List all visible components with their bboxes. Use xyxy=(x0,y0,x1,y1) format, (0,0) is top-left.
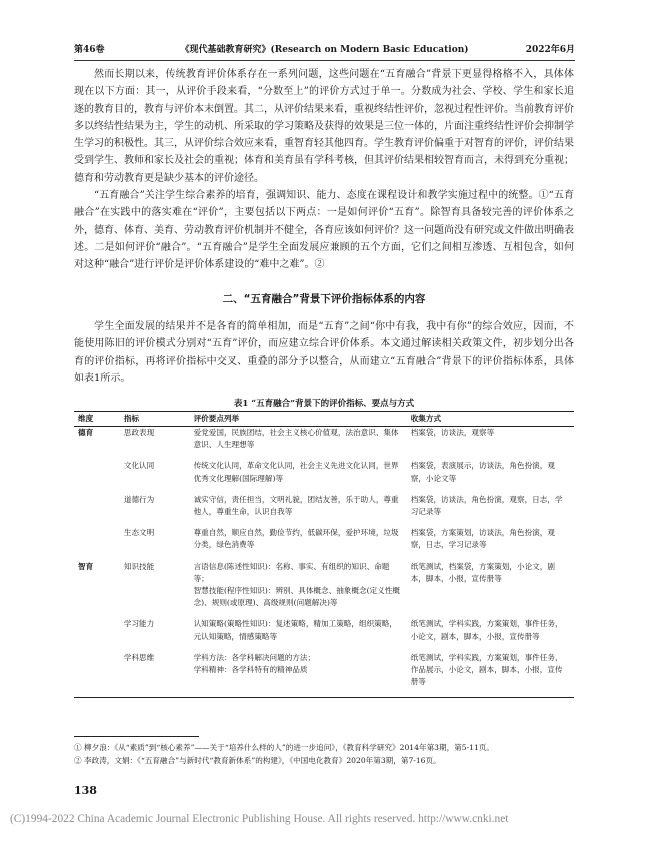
evaluation-point: 诚实守信，责任担当，文明礼貌，团结友善，乐于助人，尊重他人，尊重生命，认识自我等 xyxy=(193,494,399,517)
paragraph: 学生全面发展的结果并不是各育的简单相加，而是“五育”之间“你中有我，我中有你”的综合效应，因而，不能使用陈旧的评价模式分别对“五育”评价，而应建立综合评价体系。本文通过解读相关政策文件，初步划分出各育的评价指标，再将评价指标中交叉、重叠的部分予以整合，从而建立“五育融合”背景下的评价指标体系，具体如表1所示。 xyxy=(74,321,574,384)
table-row xyxy=(74,460,574,493)
dimension-cell: 德育 xyxy=(78,428,94,437)
table-body xyxy=(74,427,574,698)
footnote: ① 柳夕浪：《从“素质”到“核心素养”——关于“培养什么样的人”的进一步追问》，《教育科学研究》2014年第3期，第5-11页。 xyxy=(74,743,495,752)
column-header: 评价要点列举 xyxy=(190,412,407,427)
evaluation-point: 学科精神：各学科特有的精神品质 xyxy=(193,665,308,675)
evaluation-point: 言语信息(陈述性知识)：名称、事实、有组织的知识、命题等； xyxy=(193,561,390,583)
copyright-watermark: (C)1994-2022 China Academic Journal Electronic Publishing House. All rights reserved. http://www.cnki.net xyxy=(10,813,509,825)
running-header xyxy=(74,42,575,61)
dimension-cell xyxy=(74,652,120,698)
evaluation-point: 智慧技能(程序性知识)：辨别、具体概念、抽象概念(定义性概念)、规则(或原理)、高级规则(问题解决)等 xyxy=(193,586,400,608)
evaluation-points-cell xyxy=(190,460,407,493)
dimension-cell xyxy=(74,460,120,493)
header-date: 2022年6月 xyxy=(525,45,575,55)
indicator-cell: 道德行为 xyxy=(123,494,155,504)
indicator-cell: 生态文明 xyxy=(123,528,155,538)
table-caption: 表1 “五育融合”背景下的评价指标、要点与方式 xyxy=(233,399,415,409)
column-header: 维度 xyxy=(74,412,120,427)
evaluation-point: 学科方法：各学科解决问题的方法； xyxy=(193,652,316,662)
column-header: 收集方式 xyxy=(407,412,574,427)
collection-method-cell: 档案袋，访谈法，角色扮演，观察，日志，学习记录等 xyxy=(410,494,563,517)
paragraph: 然而长期以来，传统教育评价体系存在一系列问题，这些问题在“五育融合”背景下更显得格格不入，具体体现在以下方面：其一，从评价手段来看，“分数至上”的评价方式过于单一。分数成为社会、学校、学生和家长追逐的教育目的，教育与评价本末倒置。其二，从评价结果来看，重视终结性评价，忽视过程性评价。当前教育评价多以终结性结果为主，学生的动机、所采取的学习策略及获得的效果是三位一体的，片面注重终结性评价会抑制学生学习的积极性。其三，从评价综合效应来看，重智育轻其他四育。学生教育评价偏重于对智育的评价，评价结果受到学生、教师和家长及社会的重视；体育和美育虽有学科考核，但其评价结果相较智育而言，未得到充分重视；德育和劳动教育更是缺少基本的评价途径。 xyxy=(74,69,574,184)
evaluation-points-cell xyxy=(190,618,407,651)
column-header: 指标 xyxy=(120,412,190,427)
table-row xyxy=(74,494,574,527)
header-journal: 《现代基础教育研究》(Research on Modern Basic Education) xyxy=(180,45,469,55)
evaluation-points-cell xyxy=(190,561,407,619)
evaluation-points-cell xyxy=(190,652,407,698)
table-row xyxy=(74,527,574,560)
collection-method-cell: 档案袋，访谈法，观察等 xyxy=(410,428,495,437)
paragraph: “五育融合”关注学生综合素养的培育，强调知识、能力、态度在课程设计和教学实施过程中的统整。①“五育融合”在实践中的落实难在“评价”，主要包括以下两点：一是如何评价“五育”。除智育具备较完善的评价体系之外，德育、体育、美育、劳动教育评价机制并不健全，各育应该如何评价？这一问题尚没有研究或文件做出明确表述。二是如何评价“融合”。“五育融合”是学生全面发展应兼顾的五个方面，它们之间相互渗透、互相包含，如何对这种“融合”进行评价是评价体系建设的“难中之难”。② xyxy=(74,190,574,271)
collection-method-cell: 纸笔测试，学科实践，方案策划，事件任务，作品展示，小论文，剧本，脚本，小报，宣传册等 xyxy=(410,652,563,687)
dimension-cell xyxy=(74,618,120,651)
evaluation-point: 尊重自然，顺应自然，勤俭节约，低碳环保，爱护环境，垃圾分类，绿色消费等 xyxy=(193,528,399,550)
evaluation-points-cell xyxy=(190,527,407,560)
indicator-cell: 思政表现 xyxy=(123,428,155,437)
evaluation-point: 传统文化认同，革命文化认同，社会主义先进文化认同，世界优秀文化理解(国际理解)等 xyxy=(193,461,399,483)
footnote-divider xyxy=(74,736,199,737)
dimension-cell xyxy=(74,527,120,560)
header-volume: 第46卷 xyxy=(74,45,105,55)
dimension-cell: 智育 xyxy=(78,561,94,571)
indicator-cell: 学习能力 xyxy=(123,619,155,629)
body-paragraphs-top xyxy=(74,66,574,274)
evaluation-point: 认知策略(策略性知识)：复述策略，精加工策略，组织策略，元认知策略，情感策略等 xyxy=(193,619,397,641)
indicator-cell: 知识技能 xyxy=(123,561,155,571)
evaluation-point: 爱党爱国，民族团结，社会主义核心价值观，法治意识、集体意识、人生理想等 xyxy=(193,428,399,450)
body-paragraphs-bottom xyxy=(74,318,574,387)
footnotes xyxy=(74,742,574,767)
section-heading: 二、“五育融合”背景下评价指标体系的内容 xyxy=(222,293,426,305)
table-row xyxy=(74,561,574,619)
collection-method-cell: 纸笔测试，档案袋，方案策划，小论文，剧本，脚本，小报，宣传册等 xyxy=(410,561,555,583)
table-row xyxy=(74,427,574,461)
dimension-cell xyxy=(74,494,120,527)
evaluation-points-cell xyxy=(190,494,407,527)
evaluation-indicator-table xyxy=(74,411,574,698)
collection-method-cell: 档案袋，方案策划，访谈法，角色扮演，观察，日志，学习记录等 xyxy=(410,528,555,550)
indicator-cell: 文化认同 xyxy=(123,461,155,471)
table-row xyxy=(74,618,574,651)
collection-method-cell: 纸笔测试，学科实践，方案策划，事件任务，小论文，剧本，脚本，小报，宣传册等 xyxy=(410,619,563,641)
table-row xyxy=(74,652,574,698)
page-number: 138 xyxy=(74,784,97,797)
collection-method-cell: 档案袋，表演展示，访谈法，角色扮演，观察，小论文等 xyxy=(410,461,555,483)
table-header-row xyxy=(74,412,574,427)
evaluation-points-cell xyxy=(190,427,407,461)
footnote: ② 李政涛，文娟：《“五育融合”与新时代“教育新体系”的构建》，《中国电化教育》2020年第3期，第7-16页。 xyxy=(74,755,441,765)
indicator-cell: 学科思维 xyxy=(123,652,155,662)
